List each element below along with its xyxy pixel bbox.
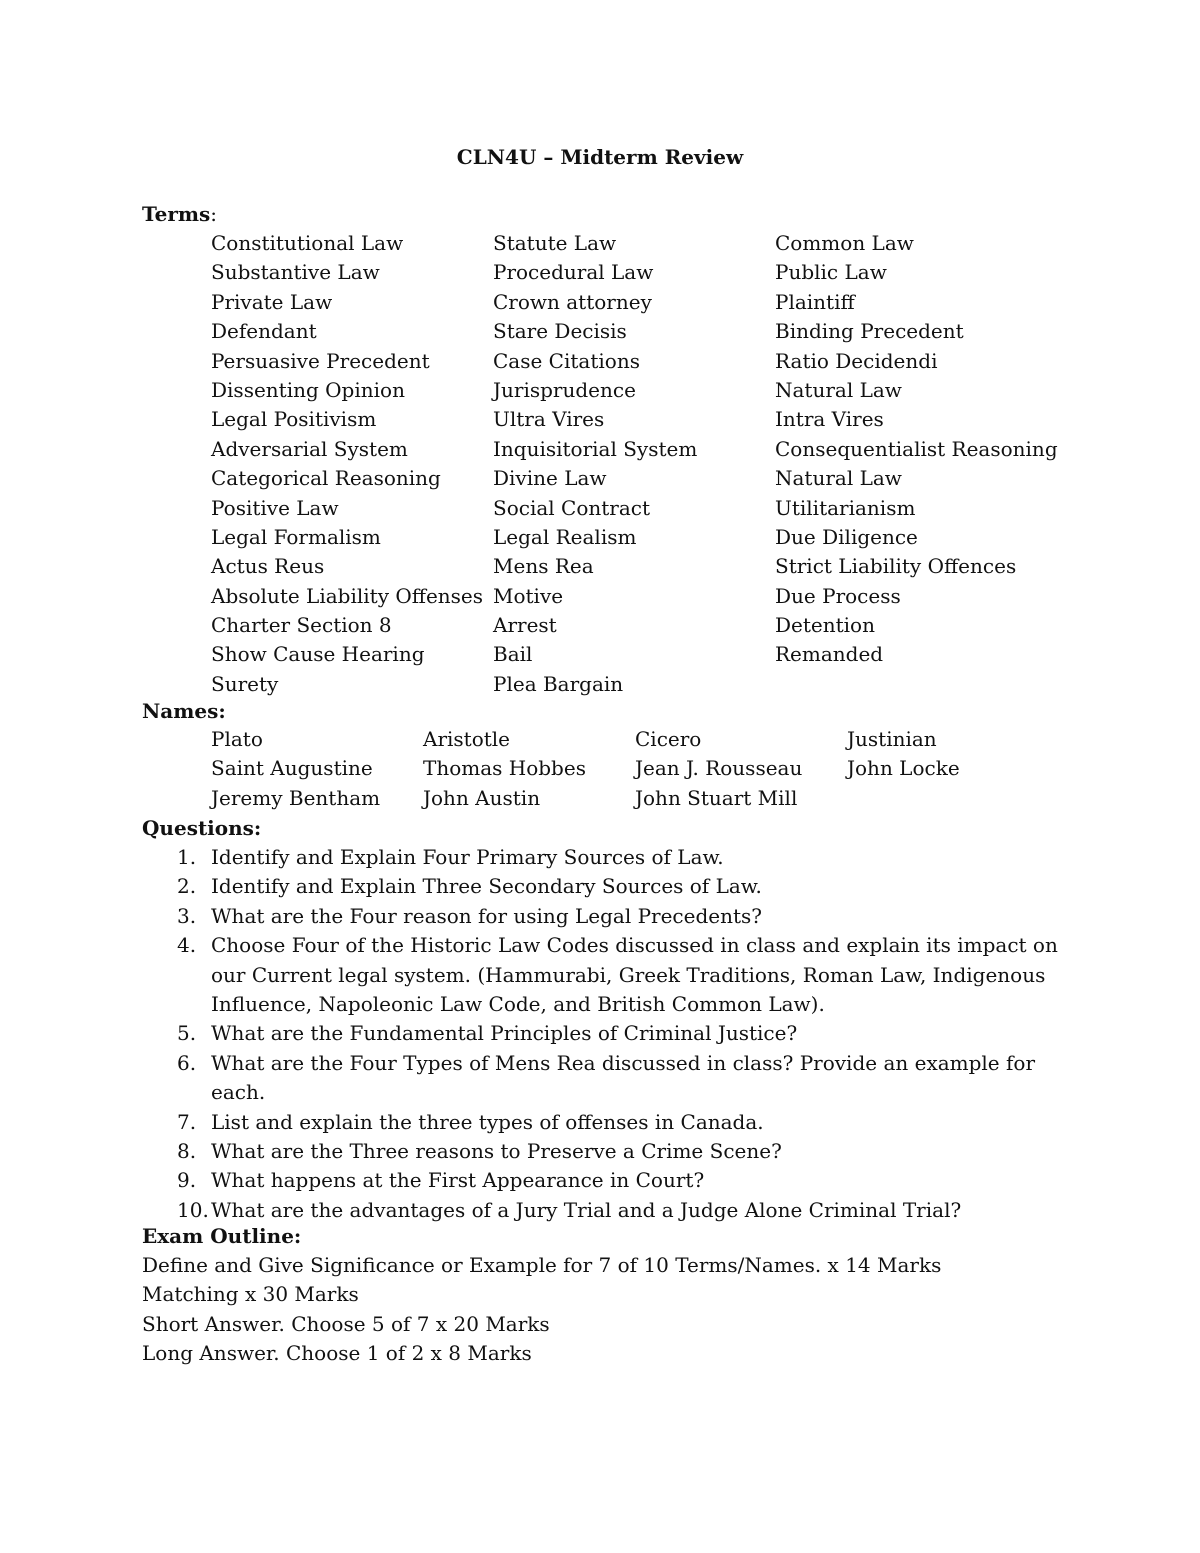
term-item: Crown attorney bbox=[493, 289, 652, 314]
question-item bbox=[142, 872, 1062, 901]
question-text: Choose Four of the Historic Law Codes discussed in class and explain its impact on our Current legal system. (Hammurabi, Greek Traditions, Roman Law, Indigenous Influence, Napoleonic Law Code, and British Common Law). bbox=[211, 933, 1058, 1017]
term-item: Dissenting Opinion bbox=[211, 377, 405, 402]
term-item: Inquisitorial System bbox=[493, 436, 698, 461]
exam-outline-line: Short Answer. Choose 5 of 7 x 20 Marks bbox=[142, 1311, 550, 1336]
name-item: Saint Augustine bbox=[211, 756, 373, 781]
name-item bbox=[847, 784, 1047, 813]
term-item: Natural Law bbox=[775, 377, 902, 402]
term-item: Charter Section 8 bbox=[211, 613, 392, 638]
term-item: Detention bbox=[775, 613, 875, 638]
question-item bbox=[142, 843, 1062, 872]
term-item: Common Law bbox=[775, 231, 914, 255]
question-number: 8. bbox=[177, 1139, 197, 1164]
name-item: Plato bbox=[211, 727, 263, 751]
question-item bbox=[142, 1137, 1062, 1166]
question-text: List and explain the three types of offenses in Canada. bbox=[211, 1109, 764, 1134]
term-item: Persuasive Precedent bbox=[211, 348, 430, 373]
term-item: Strict Liability Offences bbox=[775, 554, 1017, 579]
question-item bbox=[142, 1196, 1062, 1225]
exam-outline-line: Long Answer. Choose 1 of 2 x 8 Marks bbox=[142, 1341, 532, 1366]
name-item: Thomas Hobbes bbox=[423, 756, 586, 781]
term-item: Defendant bbox=[211, 319, 317, 344]
name-item: John Austin bbox=[423, 785, 541, 810]
question-text: What are the Four reason for using Legal Precedents? bbox=[211, 903, 763, 928]
term-item bbox=[775, 670, 1075, 699]
question-item bbox=[142, 1049, 1062, 1108]
question-text: What are the Four Types of Mens Rea discussed in class? Provide an example for each. bbox=[211, 1050, 1036, 1105]
question-text: What happens at the First Appearance in Court? bbox=[211, 1168, 705, 1193]
question-text: What are the Fundamental Principles of Criminal Justice? bbox=[211, 1021, 798, 1046]
exam-outline-line: Define and Give Significance or Example for 7 of 10 Terms/Names. x 14 Marks bbox=[142, 1253, 942, 1277]
term-item: Utilitarianism bbox=[775, 495, 916, 520]
terms-grid bbox=[211, 229, 1075, 699]
term-item: Bail bbox=[493, 642, 533, 667]
question-number: 4. bbox=[177, 933, 197, 958]
term-item: Jurisprudence bbox=[493, 377, 636, 402]
term-item: Legal Formalism bbox=[211, 524, 381, 549]
names-heading: Names: bbox=[142, 699, 226, 723]
name-item: John Locke bbox=[847, 756, 960, 781]
term-item: Substantive Law bbox=[211, 260, 380, 285]
term-item: Intra Vires bbox=[775, 407, 884, 432]
exam-outline-list bbox=[142, 1251, 941, 1369]
term-item: Absolute Liability Offenses bbox=[211, 583, 484, 608]
term-item: Legal Positivism bbox=[211, 407, 377, 432]
term-item: Show Cause Hearing bbox=[211, 642, 425, 667]
term-item: Public Law bbox=[775, 260, 887, 285]
question-item bbox=[142, 931, 1062, 1019]
term-item: Positive Law bbox=[211, 495, 339, 520]
terms-heading-colon: : bbox=[210, 202, 218, 226]
names-grid bbox=[211, 725, 1047, 813]
questions-list bbox=[142, 843, 1062, 1225]
questions-heading: Questions: bbox=[142, 816, 262, 840]
term-item: Plaintiff bbox=[775, 289, 855, 314]
term-item: Adversarial System bbox=[211, 436, 408, 461]
term-item: Stare Decisis bbox=[493, 319, 627, 344]
name-item: Jean J. Rousseau bbox=[635, 756, 803, 781]
term-item: Legal Realism bbox=[493, 524, 637, 549]
question-text: What are the Three reasons to Preserve a Crime Scene? bbox=[211, 1139, 782, 1164]
name-item: Cicero bbox=[635, 727, 702, 751]
question-number: 6. bbox=[177, 1050, 197, 1075]
question-item bbox=[142, 902, 1062, 931]
term-item: Social Contract bbox=[493, 495, 651, 520]
question-number: 7. bbox=[177, 1109, 197, 1134]
term-item: Procedural Law bbox=[493, 260, 654, 285]
term-item: Due Diligence bbox=[775, 524, 918, 549]
question-item bbox=[142, 1019, 1062, 1048]
name-item: John Stuart Mill bbox=[635, 785, 798, 810]
terms-heading-label: Terms bbox=[142, 202, 211, 226]
name-item: Aristotle bbox=[423, 727, 511, 751]
term-item: Remanded bbox=[775, 642, 884, 667]
question-number: 9. bbox=[177, 1168, 197, 1193]
question-number: 3. bbox=[177, 903, 197, 928]
term-item: Categorical Reasoning bbox=[211, 466, 441, 491]
term-item: Private Law bbox=[211, 289, 333, 314]
term-item: Statute Law bbox=[493, 231, 617, 255]
term-item: Due Process bbox=[775, 583, 901, 608]
question-number: 1. bbox=[177, 845, 197, 869]
term-item: Actus Reus bbox=[211, 554, 325, 579]
term-item: Case Citations bbox=[493, 348, 640, 373]
term-item: Mens Rea bbox=[493, 554, 594, 579]
term-item: Consequentialist Reasoning bbox=[775, 436, 1058, 461]
name-item: Justinian bbox=[847, 727, 937, 751]
term-item: Arrest bbox=[493, 613, 557, 638]
terms-heading bbox=[142, 200, 217, 228]
question-item bbox=[142, 1166, 1062, 1195]
term-item: Natural Law bbox=[775, 466, 902, 491]
term-item: Motive bbox=[493, 583, 564, 608]
question-text: What are the advantages of a Jury Trial and a Judge Alone Criminal Trial? bbox=[211, 1197, 962, 1222]
term-item: Surety bbox=[211, 671, 279, 696]
question-item bbox=[142, 1108, 1062, 1137]
term-item: Ultra Vires bbox=[493, 407, 605, 432]
term-item: Plea Bargain bbox=[493, 671, 624, 696]
name-item: Jeremy Bentham bbox=[211, 785, 381, 810]
term-item: Binding Precedent bbox=[775, 319, 964, 344]
question-text: Identify and Explain Four Primary Sources of Law. bbox=[211, 845, 724, 869]
page-title: CLN4U – Midterm Review bbox=[456, 145, 744, 169]
question-text: Identify and Explain Three Secondary Sources of Law. bbox=[211, 874, 762, 899]
term-item: Constitutional Law bbox=[211, 231, 404, 255]
question-number: 2. bbox=[177, 874, 197, 899]
term-item: Ratio Decidendi bbox=[775, 348, 938, 373]
term-item: Divine Law bbox=[493, 466, 607, 491]
question-number: 5. bbox=[177, 1021, 197, 1046]
question-number: 10. bbox=[177, 1197, 209, 1222]
exam-outline-heading: Exam Outline: bbox=[142, 1224, 302, 1248]
exam-outline-line: Matching x 30 Marks bbox=[142, 1282, 359, 1307]
